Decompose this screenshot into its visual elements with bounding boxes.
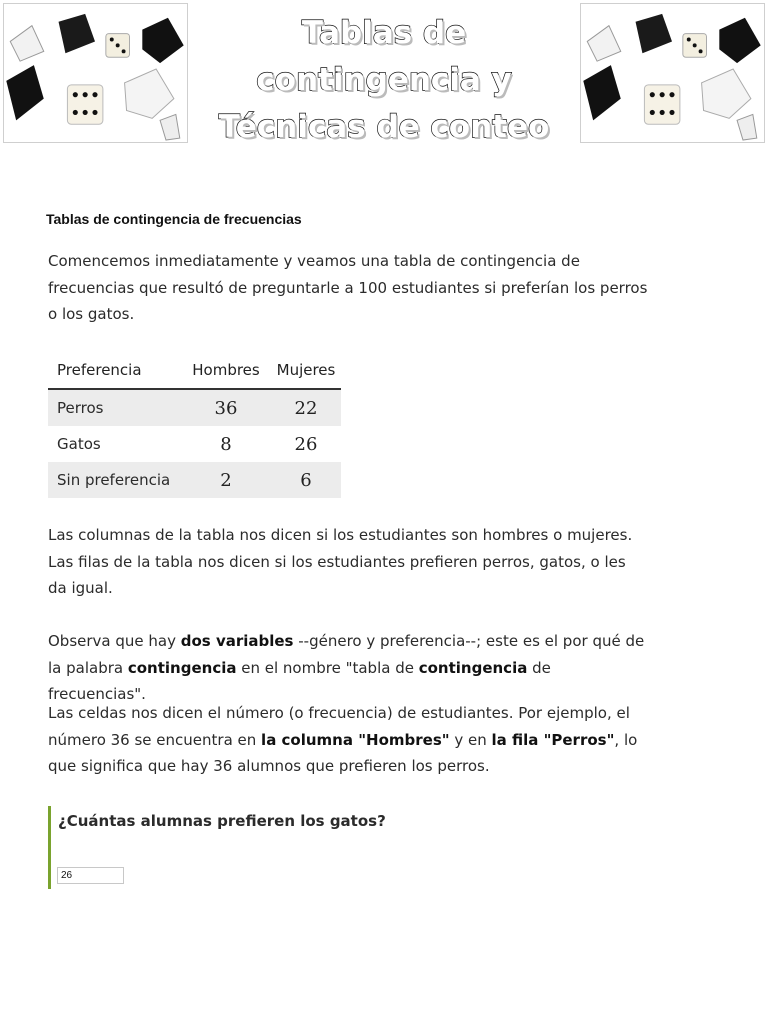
bold-text: contingencia xyxy=(127,658,237,677)
question-text: ¿Cuántas alumnas prefieren los gatos? xyxy=(58,812,386,830)
section-heading: Tablas de contingencia de frecuencias xyxy=(46,211,302,227)
row-label: Sin preferencia xyxy=(48,462,181,498)
bold-text: la columna "Hombres" xyxy=(261,730,450,749)
dice-image-right xyxy=(580,3,765,143)
text-span: Las celdas nos dicen el número (o frecuencia) de estudiantes. Por ejemplo, el número 36 se encuentra en xyxy=(48,704,630,749)
text-span: de frecuencias". xyxy=(48,658,551,703)
title-line-3: Técnicas de conteo xyxy=(218,109,550,145)
contingency-table xyxy=(48,352,341,498)
variables-paragraph xyxy=(48,628,648,708)
text-span: en el nombre "tabla de xyxy=(236,658,419,677)
dice-icon xyxy=(4,4,187,142)
answer-input[interactable] xyxy=(57,867,124,884)
cells-paragraph xyxy=(48,700,648,780)
text-span: , lo que significa que hay 36 alumnos que prefieren los perros. xyxy=(48,730,638,775)
bold-text: dos variables xyxy=(180,632,294,650)
row-label: Perros xyxy=(48,389,181,426)
table-row xyxy=(48,389,341,426)
cell-hombres: 8 xyxy=(220,433,232,455)
page-title xyxy=(190,10,578,151)
cell-mujeres: 6 xyxy=(271,462,341,498)
column-header-mujeres: Mujeres xyxy=(271,352,341,389)
title-line-1: Tablas de xyxy=(301,15,467,51)
bold-text: la fila "Perros" xyxy=(491,730,615,749)
cell-mujeres: 26 xyxy=(294,433,318,455)
text-span: Observa que hay xyxy=(48,632,181,650)
table-row xyxy=(48,462,341,498)
text-span: --género y preferencia--; este es el por qué de la palabra xyxy=(48,632,645,677)
column-header-hombres: Hombres xyxy=(181,352,271,389)
bold-text: contingencia xyxy=(418,658,528,677)
row-label: Gatos xyxy=(57,435,101,453)
cell-hombres: 2 xyxy=(181,462,271,498)
text-span: y en xyxy=(449,730,492,749)
table-row xyxy=(48,426,341,462)
dice-icon xyxy=(581,4,764,142)
title-line-2: contingencia y xyxy=(256,62,512,98)
column-header-preferencia: Preferencia xyxy=(48,352,181,389)
table-header-row xyxy=(48,352,341,389)
question-block xyxy=(48,806,611,889)
intro-paragraph: Comencemos inmediatamente y veamos una tabla de contingencia de frecuencias que resultó de preguntarle a 100 estudiantes si preferían los perros o los gatos. xyxy=(48,252,648,323)
cell-hombres: 36 xyxy=(181,389,271,426)
cell-mujeres: 22 xyxy=(271,389,341,426)
columns-rows-paragraph: Las columnas de la tabla nos dicen si los estudiantes son hombres o mujeres. Las filas de la tabla nos dicen si los estudiantes prefieren perros, gatos, o les da igual. xyxy=(48,526,633,597)
dice-image-left xyxy=(3,3,188,143)
